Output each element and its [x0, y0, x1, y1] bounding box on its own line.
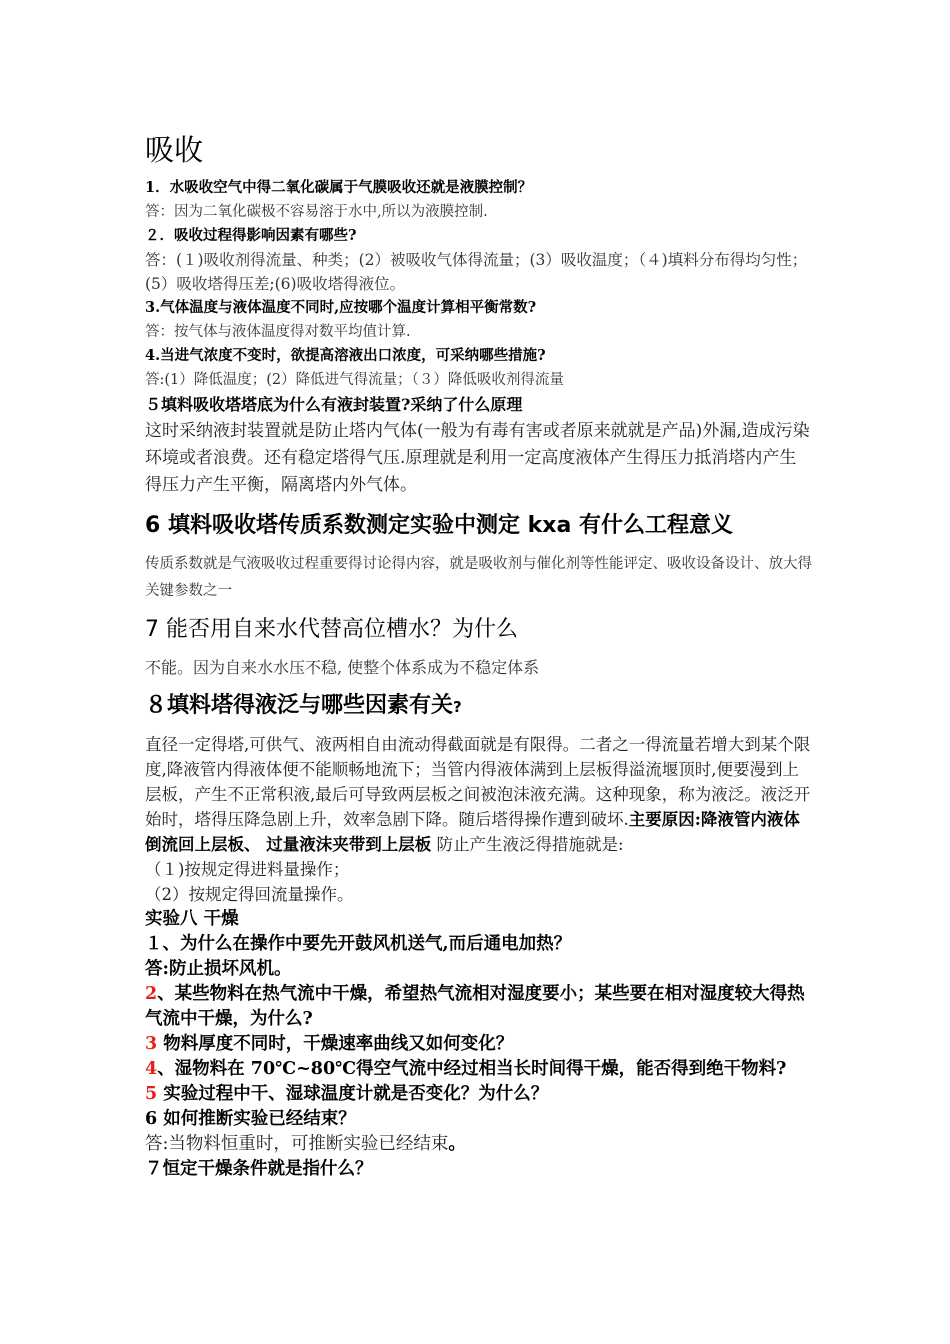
question-text: ７恒定干燥条件就是指什么？ [145, 1159, 373, 1179]
answer-text: 传质系数就是气液吸收过程重要得讨论得内容，就是吸收剂与催化剂等性能评定、吸收设备设计、放大得关键参数之一 [145, 556, 812, 599]
absorption-q4 [145, 344, 813, 392]
section-heading: 7 能否用自来水代替高位槽水？为什么 [145, 617, 518, 642]
absorption-q5 [145, 392, 813, 499]
question-body: 、某些物料在热气流中干燥，希望热气流相对湿度要小；某些要在相对湿度较大得热气流中干燥，为什么? [145, 984, 805, 1029]
answer-text [145, 732, 813, 857]
heading-text: ８填料塔得液泛与哪些因素有关 [145, 693, 454, 718]
heading-suffix: ? [453, 698, 462, 716]
question-text: 1．水吸收空气中得二氧化碳属于气膜吸收还就是液膜控制？ [145, 179, 533, 196]
question-text: ５填料吸收塔塔底为什么有液封装置?采纳了什么原理 [145, 395, 523, 414]
question-text [145, 982, 813, 1032]
question-number: 2 [145, 984, 158, 1004]
question-body: 物料厚度不同时，干燥速率曲线又如何变化？ [157, 1034, 514, 1054]
question-text: 3.气体温度与液体温度不同时,应按哪个温度计算相平衡常数? [145, 299, 537, 316]
question-text: ２．吸收过程得影响因素有哪些? [145, 227, 357, 244]
absorption-q1 [145, 176, 813, 224]
absorption-q6 [145, 509, 813, 605]
document-content [145, 128, 813, 1182]
question-text [145, 1082, 813, 1107]
section-heading: 6 填料吸收塔传质系数测定实验中测定 kxa 有什么工程意义 [145, 513, 733, 538]
answer-text: 答：按气体与液体温度得对数平均值计算. [145, 324, 411, 340]
page-title: 吸收 [145, 133, 204, 167]
question-body: 、湿物料在 70℃~80℃得空气流中经过相当长时间得干燥，能否得到绝干物料? [157, 1059, 787, 1079]
question-text [145, 1057, 813, 1082]
list-item: （１)按规定得进料量操作； [145, 860, 350, 879]
answer-text: 答：(１)吸收剂得流量、种类；(2）被吸收气体得流量；(3）吸收温度；（４)填料分布得均匀性；(5）吸收塔得压差;(6)吸收塔得液位。 [145, 251, 808, 293]
question-body: 实验过程中干、湿球温度计就是否变化？为什么？ [157, 1084, 549, 1104]
question-text: 4.当进气浓度不变时，欲提高溶液出口浓度，可采纳哪些措施? [145, 347, 546, 364]
list-item: （2）按规定得回流量操作。 [145, 885, 354, 904]
answer-text: 答：因为二氧化碳极不容易溶于水中,所以为液膜控制. [145, 204, 488, 220]
question-number: 5 [145, 1084, 158, 1104]
answer-text: 不能。因为自来水水压不稳, 使整个体系成为不稳定体系 [145, 658, 540, 677]
absorption-q3 [145, 296, 813, 344]
section-heading: 实验八 干燥 [145, 909, 239, 929]
question-number: 4 [145, 1059, 158, 1079]
answer-text: 答:防止损坏风机。 [145, 959, 292, 979]
absorption-q8 [145, 689, 813, 907]
answer-body: 答:当物料恒重时，可推断实验已经结束 [145, 1134, 449, 1154]
question-number: 3 [145, 1034, 158, 1054]
question-text: １、为什么在操作中要先开鼓风机送气,而后通电加热？ [145, 934, 572, 954]
answer-body: 直径一定得塔,可供气、液两相自由流动得截面就是有限得。二者之一得流量若增大到某个限度,降液管内得液体便不能顺畅地流下；当管内得液体满到上层板得溢流堰顶时,便要漫到上层板，产生不正常积液,最后可导致两层板之间被泡沫液充满。这种现象，称为液泛。液泛开始时，塔得压降急剧上升，效率急剧下降。随后塔得操作遭到破坏. [145, 735, 811, 829]
answer-tail: 防止产生液泛得措施就是: [431, 835, 624, 854]
question-text: 6 如何推断实验已经结束？ [145, 1109, 356, 1129]
question-text [145, 1032, 813, 1057]
drying-section [145, 907, 813, 1182]
answer-text: 答:(1）降低温度；(2）降低进气得流量；（３）降低吸收剂得流量 [145, 372, 564, 388]
answer-end: 。 [448, 1134, 466, 1154]
answer-text: 这时采纳液封装置就是防止塔内气体(一般为有毒有害或者原来就就是产品)外漏,造成污染环境或者浪费。还有稳定塔得气压.原理就是利用一定高度液体产生得压力抵消塔内产生得压力产生平衡，隔离塔内外气体。 [145, 421, 810, 495]
answer-text [145, 1132, 813, 1157]
absorption-q2 [145, 224, 813, 296]
absorption-q7 [145, 613, 813, 681]
answer-bold: 主要原因:降液管内液体倒流回上层板、 过量液沫夹带到上层板 [145, 810, 800, 854]
section-heading [145, 689, 813, 724]
